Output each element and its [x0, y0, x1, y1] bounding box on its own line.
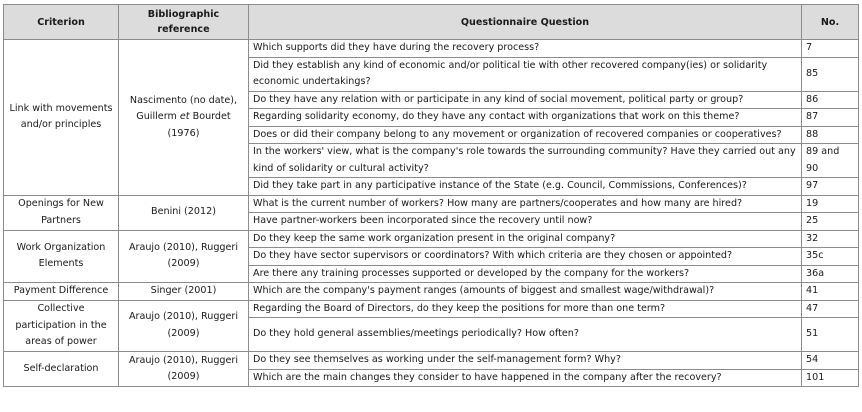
- number-cell: 101: [802, 369, 859, 387]
- question-cell: Which are the main changes they consider to have happened in the company after the recovery?: [249, 369, 802, 387]
- number-cell: 85: [802, 57, 859, 91]
- number-cell: 35c: [802, 248, 859, 266]
- table-row: [4, 230, 859, 248]
- question-cell: Are there any training processes supported or developed by the company for the workers?: [249, 265, 802, 283]
- number-cell: 47: [802, 300, 859, 318]
- table-row: [4, 352, 859, 370]
- question-cell: Did they establish any kind of economic and/or political tie with other recovered company(ies) or solidarity economic undertakings?: [249, 57, 802, 91]
- table-row: [4, 195, 859, 213]
- number-cell: 97: [802, 178, 859, 196]
- reference-cell: [119, 40, 249, 196]
- question-cell: Regarding solidarity economy, do they have any contact with organizations that work on this theme?: [249, 109, 802, 127]
- reference-cell: Singer (2001): [119, 283, 249, 301]
- header-question: Questionnaire Question: [249, 5, 802, 40]
- reference-cell: Araujo (2010), Ruggeri (2009): [119, 300, 249, 352]
- criterion-cell: Self-declaration: [4, 352, 119, 387]
- question-cell: Which supports did they have during the recovery process?: [249, 40, 802, 58]
- question-cell: Regarding the Board of Directors, do they keep the positions for more than one term?: [249, 300, 802, 318]
- number-cell: 7: [802, 40, 859, 58]
- question-cell: Do they have any relation with or participate in any kind of social movement, political party or group?: [249, 91, 802, 109]
- number-cell: 32: [802, 230, 859, 248]
- criteria-table: [3, 4, 859, 387]
- question-cell: In the workers' view, what is the company's role towards the surrounding community? Have they carried out any kind of solidarity or cultural activity?: [249, 144, 802, 178]
- table-row: [4, 283, 859, 301]
- reference-text-italic: et: [179, 111, 190, 122]
- question-cell: Does or did their company belong to any movement or organization of recovered companies or cooperatives?: [249, 126, 802, 144]
- header-criterion: Criterion: [4, 5, 119, 40]
- table-row: [4, 300, 859, 318]
- header-row: [4, 5, 859, 40]
- reference-cell: Araujo (2010), Ruggeri (2009): [119, 230, 249, 283]
- reference-text: Nascimento (no date), Guillerm: [129, 94, 238, 122]
- reference-cell: Araujo (2010), Ruggeri (2009): [119, 352, 249, 387]
- question-cell: Do they see themselves as working under the self-management form? Why?: [249, 352, 802, 370]
- number-cell: 54: [802, 352, 859, 370]
- number-cell: 88: [802, 126, 859, 144]
- header-reference: Bibliographic reference: [119, 5, 249, 40]
- question-cell: Have partner-workers been incorporated since the recovery until now?: [249, 213, 802, 231]
- criterion-cell: Collective participation in the areas of power: [4, 300, 119, 352]
- question-cell: Do they keep the same work organization present in the original company?: [249, 230, 802, 248]
- number-cell: 36a: [802, 265, 859, 283]
- question-cell: Do they have sector supervisors or coordinators? With which criteria are they chosen or appointed?: [249, 248, 802, 266]
- criteria-table-wrapper: [3, 4, 859, 387]
- table-row: [4, 40, 859, 58]
- number-cell: 86: [802, 91, 859, 109]
- number-cell: 41: [802, 283, 859, 301]
- number-cell: 51: [802, 318, 859, 352]
- question-cell: Do they hold general assemblies/meetings periodically? How often?: [249, 318, 802, 352]
- criterion-cell: Work Organization Elements: [4, 230, 119, 283]
- question-cell: Which are the company's payment ranges (amounts of biggest and smallest wage/withdrawal)?: [249, 283, 802, 301]
- question-cell: Did they take part in any participative instance of the State (e.g. Council, Commissions, Conferences)?: [249, 178, 802, 196]
- criterion-cell: Openings for New Partners: [4, 195, 119, 230]
- criterion-cell: Link with movements and/or principles: [4, 40, 119, 196]
- header-number: No.: [802, 5, 859, 40]
- question-cell: What is the current number of workers? How many are partners/cooperates and how many are hired?: [249, 195, 802, 213]
- number-cell: 25: [802, 213, 859, 231]
- criterion-cell: Payment Difference: [4, 283, 119, 301]
- number-cell: 19: [802, 195, 859, 213]
- number-cell: 87: [802, 109, 859, 127]
- reference-text: Bourdet (1976): [167, 111, 231, 139]
- reference-cell: Benini (2012): [119, 195, 249, 230]
- number-cell: 89 and 90: [802, 144, 859, 178]
